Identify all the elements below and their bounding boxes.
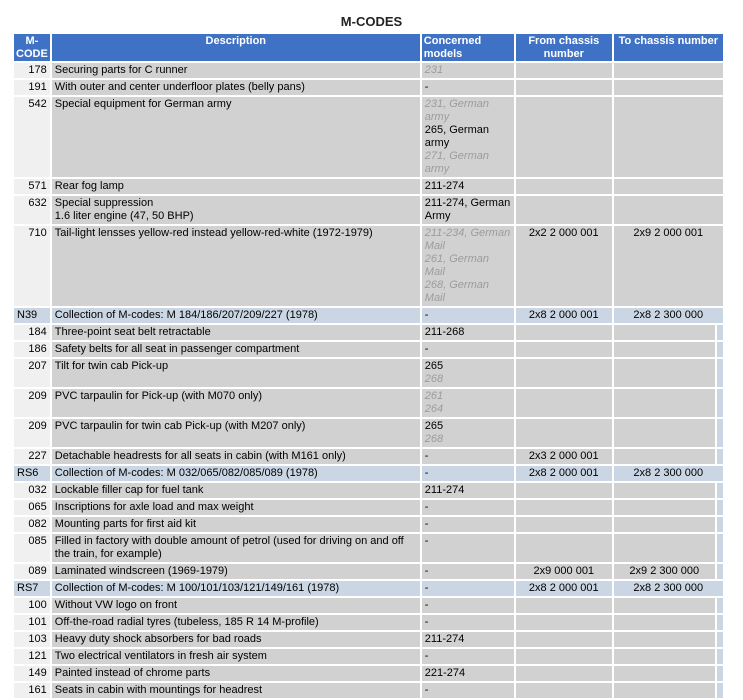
header-from-chassis: From chassis number — [516, 34, 612, 61]
from-chassis-cell: 2x9 000 001 — [516, 564, 612, 579]
model-entry: - — [424, 309, 429, 321]
description-line: PVC tarpaulin for Pick-up (with M070 only) — [54, 390, 263, 402]
header-m-code: M-CODE — [16, 35, 48, 60]
concerned-models-cell — [422, 564, 514, 579]
concerned-models-cell — [422, 342, 514, 357]
row-spacer — [717, 389, 723, 417]
to-chassis-cell — [614, 500, 715, 515]
concerned-models-cell — [422, 466, 514, 481]
description-cell — [52, 615, 420, 630]
table-row — [14, 179, 723, 194]
model-entry: 261 — [424, 390, 444, 402]
to-chassis-cell — [614, 517, 715, 532]
table-row — [14, 419, 723, 447]
concerned-models-cell — [422, 226, 514, 306]
m-code-cell: 542 — [14, 97, 50, 177]
model-entry: - — [424, 467, 429, 479]
description-line: Rear fog lamp — [54, 180, 124, 192]
from-chassis-cell — [516, 649, 612, 664]
page-title: M-CODES — [340, 14, 403, 29]
model-entry: - — [424, 518, 429, 530]
to-chassis-cell — [614, 196, 723, 224]
m-code-cell: 032 — [14, 483, 50, 498]
description-cell — [52, 63, 420, 78]
row-spacer — [717, 419, 723, 447]
m-code-cell: N39 — [14, 308, 50, 323]
description-cell — [52, 500, 420, 515]
model-entry: 268, German Mail — [424, 279, 489, 304]
m-code-cell: RS6 — [14, 466, 50, 481]
description-line: Three-point seat belt retractable — [54, 326, 211, 338]
description-line: Mounting parts for first aid kit — [54, 518, 197, 530]
description-cell — [52, 564, 420, 579]
description-cell — [52, 359, 420, 387]
row-spacer — [717, 649, 723, 664]
row-spacer — [717, 500, 723, 515]
description-cell — [52, 196, 420, 224]
description-line: Seats in cabin with mountings for headrest — [54, 684, 263, 696]
header-row — [14, 34, 723, 61]
description-cell — [52, 97, 420, 177]
concerned-models-cell — [422, 97, 514, 177]
m-code-cell: 121 — [14, 649, 50, 664]
m-code-cell: 100 — [14, 598, 50, 613]
m-code-cell: 207 — [14, 359, 50, 387]
description-line: Painted instead of chrome parts — [54, 667, 211, 679]
row-spacer — [717, 564, 723, 579]
row-spacer — [717, 632, 723, 647]
concerned-models-cell — [422, 598, 514, 613]
concerned-models-cell — [422, 196, 514, 224]
concerned-models-cell — [422, 649, 514, 664]
description-line: Filled in factory with double amount of petrol (used for driving on and off the train, for example) — [54, 535, 404, 560]
from-chassis-cell — [516, 389, 612, 417]
description-line: Off-the-road radial tyres (tubeless, 185 R 14 M-profile) — [54, 616, 319, 628]
to-chassis-cell — [614, 683, 715, 698]
description-cell — [52, 581, 420, 596]
concerned-models-cell — [422, 325, 514, 340]
description-cell — [52, 598, 420, 613]
m-code-cell: 227 — [14, 449, 50, 464]
row-spacer — [717, 359, 723, 387]
to-chassis-cell — [614, 325, 715, 340]
from-chassis-cell — [516, 615, 612, 630]
from-chassis-cell — [516, 598, 612, 613]
description-line: Inscriptions for axle load and max weight — [54, 501, 254, 513]
row-spacer — [717, 683, 723, 698]
to-chassis-cell: 2x8 2 300 000 — [614, 581, 723, 596]
from-chassis-cell — [516, 179, 612, 194]
model-entry: 231, German army — [424, 98, 489, 123]
to-chassis-cell — [614, 649, 715, 664]
description-line: With outer and center underfloor plates (belly pans) — [54, 81, 305, 93]
description-cell — [52, 649, 420, 664]
concerned-models-cell — [422, 581, 514, 596]
from-chassis-cell — [516, 483, 612, 498]
model-entry: 211-268 — [424, 326, 465, 338]
from-chassis-cell: 2x8 2 000 001 — [516, 308, 612, 323]
concerned-models-cell — [422, 359, 514, 387]
group-row — [14, 466, 723, 481]
table-body — [14, 63, 723, 698]
header-to-chassis: To chassis number — [614, 34, 723, 61]
from-chassis-cell — [516, 419, 612, 447]
row-spacer — [717, 517, 723, 532]
description-cell — [52, 466, 420, 481]
table-row — [14, 598, 723, 613]
model-entry: - — [424, 582, 429, 594]
from-chassis-cell — [516, 683, 612, 698]
from-chassis-cell: 2x2 2 000 001 — [516, 226, 612, 306]
description-cell — [52, 226, 420, 306]
m-code-cell: 149 — [14, 666, 50, 681]
model-entry: - — [424, 599, 429, 611]
to-chassis-cell: 2x8 2 300 000 — [614, 466, 723, 481]
to-chassis-cell — [614, 97, 723, 177]
model-entry: - — [424, 535, 429, 547]
to-chassis-cell — [614, 598, 715, 613]
to-chassis-cell — [614, 534, 715, 562]
m-code-cell: 209 — [14, 419, 50, 447]
model-entry: - — [424, 616, 429, 628]
concerned-models-cell — [422, 63, 514, 78]
m-code-cell: RS7 — [14, 581, 50, 596]
model-entry: 231 — [424, 64, 444, 76]
description-cell — [52, 632, 420, 647]
m-code-cell: 209 — [14, 389, 50, 417]
concerned-models-cell — [422, 389, 514, 417]
to-chassis-cell — [614, 632, 715, 647]
row-spacer — [717, 534, 723, 562]
m-code-cell: 571 — [14, 179, 50, 194]
description-cell — [52, 483, 420, 498]
to-chassis-cell — [614, 80, 723, 95]
model-entry: 221-274 — [424, 667, 466, 679]
header-concerned-models: Concerned models — [422, 34, 514, 61]
from-chassis-cell — [516, 500, 612, 515]
concerned-models-cell — [422, 500, 514, 515]
from-chassis-cell — [516, 534, 612, 562]
to-chassis-cell — [614, 179, 723, 194]
model-entry: - — [424, 650, 429, 662]
m-code-cell: 710 — [14, 226, 50, 306]
from-chassis-cell — [516, 63, 612, 78]
model-entry: - — [424, 565, 429, 577]
to-chassis-cell: 2x8 2 300 000 — [614, 308, 723, 323]
row-spacer — [717, 325, 723, 340]
concerned-models-cell — [422, 308, 514, 323]
table-row — [14, 325, 723, 340]
header-description: Description — [52, 34, 420, 61]
description-line: Lockable filler cap for fuel tank — [54, 484, 204, 496]
to-chassis-cell — [614, 63, 723, 78]
to-chassis-cell — [614, 449, 715, 464]
table-row — [14, 500, 723, 515]
description-line: Two electrical ventilators in fresh air system — [54, 650, 267, 662]
group-row — [14, 308, 723, 323]
description-line: Without VW logo on front — [54, 599, 178, 611]
description-line: Collection of M-codes: M 100/101/103/121/149/161 (1978) — [54, 582, 340, 594]
model-entry: - — [424, 501, 429, 513]
m-code-cell: 632 — [14, 196, 50, 224]
to-chassis-cell — [614, 419, 715, 447]
description-cell — [52, 534, 420, 562]
table-row — [14, 389, 723, 417]
description-cell — [52, 517, 420, 532]
model-entry: - — [424, 343, 429, 355]
m-code-cell: 082 — [14, 517, 50, 532]
table-row — [14, 63, 723, 78]
concerned-models-cell — [422, 419, 514, 447]
description-line: Special equipment for German army — [54, 98, 232, 110]
description-line: Collection of M-codes: M 184/186/207/209/227 (1978) — [54, 309, 318, 321]
description-line: Special suppression — [54, 197, 154, 209]
m-code-cell: 186 — [14, 342, 50, 357]
from-chassis-cell — [516, 359, 612, 387]
row-spacer — [717, 483, 723, 498]
description-line: Heavy duty shock absorbers for bad roads — [54, 633, 262, 645]
to-chassis-cell: 2x9 2 000 001 — [614, 226, 723, 306]
table-row — [14, 632, 723, 647]
table-row — [14, 683, 723, 698]
concerned-models-cell — [422, 179, 514, 194]
description-line: Laminated windscreen (1969-1979) — [54, 565, 228, 577]
from-chassis-cell — [516, 632, 612, 647]
description-cell — [52, 683, 420, 698]
description-line: Collection of M-codes: M 032/065/082/085/089 (1978) — [54, 467, 318, 479]
description-line: Detachable headrests for all seats in cabin (with M161 only) — [54, 450, 346, 462]
table-row — [14, 534, 723, 562]
concerned-models-cell — [422, 483, 514, 498]
concerned-models-cell — [422, 449, 514, 464]
model-entry: 264 — [424, 403, 444, 415]
to-chassis-cell: 2x9 2 300 000 — [614, 564, 715, 579]
model-entry: 261, German Mail — [424, 253, 489, 278]
m-codes-table — [12, 32, 725, 700]
m-code-cell: 191 — [14, 80, 50, 95]
m-code-cell: 085 — [14, 534, 50, 562]
description-cell — [52, 449, 420, 464]
table-row — [14, 517, 723, 532]
model-entry: - — [424, 450, 429, 462]
to-chassis-cell — [614, 359, 715, 387]
model-entry: - — [424, 684, 429, 696]
table-row — [14, 564, 723, 579]
model-entry: 265 — [424, 420, 444, 432]
from-chassis-cell — [516, 196, 612, 224]
concerned-models-cell — [422, 632, 514, 647]
description-line: Securing parts for C runner — [54, 64, 188, 76]
m-code-cell: 161 — [14, 683, 50, 698]
model-entry: 268 — [424, 433, 444, 445]
description-cell — [52, 419, 420, 447]
table-row — [14, 449, 723, 464]
description-cell — [52, 325, 420, 340]
m-code-cell: 089 — [14, 564, 50, 579]
table-row — [14, 226, 723, 306]
table-row — [14, 196, 723, 224]
from-chassis-cell — [516, 80, 612, 95]
group-row — [14, 581, 723, 596]
m-code-cell: 178 — [14, 63, 50, 78]
to-chassis-cell — [614, 342, 715, 357]
model-entry: 211-234, German Mail — [424, 227, 511, 252]
table-row — [14, 97, 723, 177]
description-cell — [52, 179, 420, 194]
description-cell — [52, 308, 420, 323]
description-cell — [52, 342, 420, 357]
model-entry: 265 — [424, 360, 444, 372]
from-chassis-cell: 2x3 2 000 001 — [516, 449, 612, 464]
from-chassis-cell — [516, 97, 612, 177]
description-line: PVC tarpaulin for twin cab Pick-up (with M207 only) — [54, 420, 306, 432]
concerned-models-cell — [422, 534, 514, 562]
table-row — [14, 483, 723, 498]
m-code-cell: 184 — [14, 325, 50, 340]
description-cell — [52, 80, 420, 95]
m-code-cell: 101 — [14, 615, 50, 630]
table-row — [14, 649, 723, 664]
table-row — [14, 359, 723, 387]
description-line: Safety belts for all seat in passenger compartment — [54, 343, 300, 355]
from-chassis-cell — [516, 325, 612, 340]
table-row — [14, 80, 723, 95]
m-code-cell: 065 — [14, 500, 50, 515]
to-chassis-cell — [614, 615, 715, 630]
from-chassis-cell: 2x8 2 000 001 — [516, 466, 612, 481]
description-line: Tail-light lensses yellow-red instead yellow-red-white (1972-1979) — [54, 227, 373, 239]
table-row — [14, 615, 723, 630]
row-spacer — [717, 342, 723, 357]
row-spacer — [717, 615, 723, 630]
model-entry: 265, German army — [424, 124, 489, 149]
row-spacer — [717, 598, 723, 613]
model-entry: 271, German army — [424, 150, 489, 175]
m-code-cell: 103 — [14, 632, 50, 647]
to-chassis-cell — [614, 389, 715, 417]
concerned-models-cell — [422, 615, 514, 630]
table-row — [14, 342, 723, 357]
from-chassis-cell: 2x8 2 000 001 — [516, 581, 612, 596]
concerned-models-cell — [422, 683, 514, 698]
description-line: 1.6 liter engine (47, 50 BHP) — [54, 210, 194, 222]
from-chassis-cell — [516, 342, 612, 357]
model-entry: 268 — [424, 373, 444, 385]
model-entry: 211-274 — [424, 180, 465, 192]
concerned-models-cell — [422, 80, 514, 95]
to-chassis-cell — [614, 483, 715, 498]
model-entry: 211-274 — [424, 484, 465, 496]
description-line: Tilt for twin cab Pick-up — [54, 360, 169, 372]
model-entry: 211-274 — [424, 633, 465, 645]
concerned-models-cell — [422, 517, 514, 532]
model-entry: 211-274, German Army — [424, 197, 511, 222]
description-cell — [52, 389, 420, 417]
model-entry: - — [424, 81, 429, 93]
row-spacer — [717, 449, 723, 464]
from-chassis-cell — [516, 517, 612, 532]
